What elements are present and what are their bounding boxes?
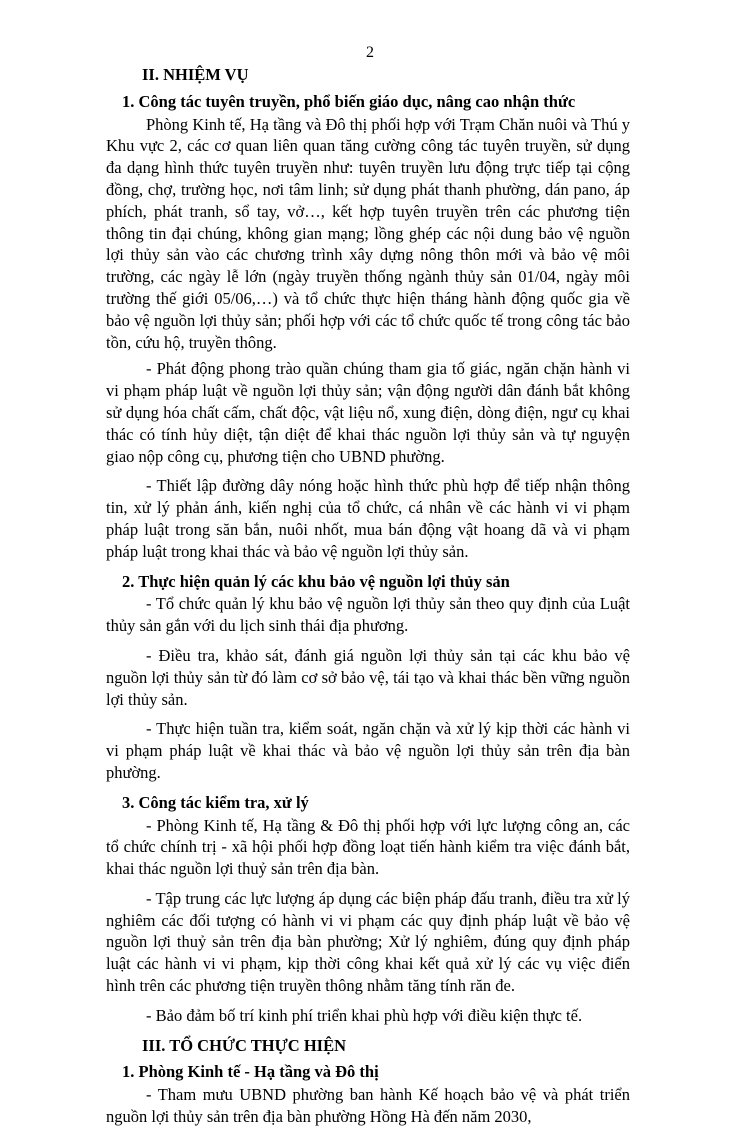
paragraph: - Tập trung các lực lượng áp dụng các biện pháp đấu tranh, điều tra xử lý nghiêm các đối tượng có hành vi vi phạm các quy định pháp luật về bảo vệ nguồn lợi thuỷ sản trên địa bàn phường; Xử lý nghiêm, đúng quy định pháp luật các hành vi vi phạm, kịp thời công khai kết quả xử lý các vụ việc điển hình trên các phương tiện truyền thông nhằm tăng tính răn đe. <box>106 888 630 996</box>
paragraph: - Thiết lập đường dây nóng hoặc hình thức phù hợp để tiếp nhận thông tin, xử lý phản ánh, kiến nghị của tổ chức, cá nhân về các hành vi vi phạm pháp luật trong săn bắn, nuôi nhốt, mua bán động vật hoang dã và vi phạm pháp luật trong khai thác và bảo vệ nguồn lợi thủy sản. <box>106 476 630 561</box>
paragraph: - Thực hiện tuần tra, kiểm soát, ngăn chặn và xử lý kịp thời các hành vi vi phạm pháp luật về khai thác và bảo vệ nguồn lợi thủy sản trên địa bàn phường. <box>106 719 630 782</box>
document-body <box>106 64 630 1136</box>
section-heading-to-chuc-thuc-hien: III. TỔ CHỨC THỰC HIỆN <box>142 1035 346 1055</box>
paragraph: - Phòng Kinh tế, Hạ tầng & Đô thị phối hợp với lực lượng công an, các tổ chức chính trị - xã hội phối hợp đồng loạt tiến hành kiểm tra việc đánh bắt, khai thác nguồn lợi thuỷ sản trên địa bàn. <box>106 815 630 879</box>
paragraph: - Tham mưu UBND phường ban hành Kế hoạch bảo vệ và phát triển nguồn lợi thủy sản trên địa bàn phường Hồng Hà đến năm 2030, <box>106 1085 630 1127</box>
subsection-heading-khu-bao-ve: 2. Thực hiện quản lý các khu bảo vệ nguồn lợi thủy sản <box>122 571 510 591</box>
paragraph: - Phát động phong trào quần chúng tham gia tố giác, ngăn chặn hành vi vi phạm pháp luật về nguồn lợi thủy sản; vận động người dân đánh bắt không sử dụng hóa chất cấm, chất độc, vật liệu nổ, xung điện, dòng điện, ngư cụ khai thác có tính hủy diệt, tận diệt để khai thác nguồn lợi thủy sản và tự nguyện giao nộp công cụ, phương tiện cho UBND phường. <box>106 359 630 466</box>
paragraph: - Bảo đảm bố trí kinh phí triển khai phù hợp với điều kiện thực tế. <box>146 1005 583 1025</box>
paragraph: - Tổ chức quản lý khu bảo vệ nguồn lợi thủy sản theo quy định của Luật thủy sản gắn với du lịch sinh thái địa phương. <box>106 594 630 636</box>
subsection-heading-kiem-tra: 3. Công tác kiểm tra, xử lý <box>122 792 309 812</box>
subsection-heading-phong-kinh-te: 1. Phòng Kinh tế - Hạ tầng và Đô thị <box>122 1062 379 1082</box>
subsection-heading-tuyen-truyen: 1. Công tác tuyên truyền, phổ biến giáo dục, nâng cao nhận thức <box>122 91 576 111</box>
section-heading-nhiem-vu: II. NHIỆM VỤ <box>142 65 249 84</box>
paragraph: Phòng Kinh tế, Hạ tầng và Đô thị phối hợp với Trạm Chăn nuôi và Thú y Khu vực 2, các cơ quan liên quan tăng cường công tác tuyên truyền, sử dụng đa dạng hình thức tuyên truyền như: tuyên truyền lưu động trực tiếp tại cộng đồng, chợ, trường học, nơi tâm linh; sử dụng phát thanh phường, dán pano, áp phích, phát tranh, sổ tay, vở…, kết hợp tuyên truyền trên các phương tiện thông tin đại chúng, không gian mạng; lồng ghép các nội dung bảo vệ nguồn lợi thủy sản vào các chương trình xây dựng nông thôn mới và bảo vệ môi trường, các ngày lễ lớn (ngày truyền thống ngành thủy sản 01/04, ngày môi trường thế giới 05/06,…) và tổ chức thực hiện tháng hành động quốc gia về bảo vệ nguồn lợi thủy sản; phối hợp với các tổ chức quốc tế trong công tác bảo tồn, cứu hộ, truyền thông. <box>106 114 630 352</box>
page-number: 2 <box>366 44 374 61</box>
paragraph: - Điều tra, khảo sát, đánh giá nguồn lợi thủy sản tại các khu bảo vệ nguồn lợi thủy sản từ đó làm cơ sở bảo vệ, tái tạo và khai thác bền vững nguồn lợi thủy sản. <box>106 645 630 709</box>
